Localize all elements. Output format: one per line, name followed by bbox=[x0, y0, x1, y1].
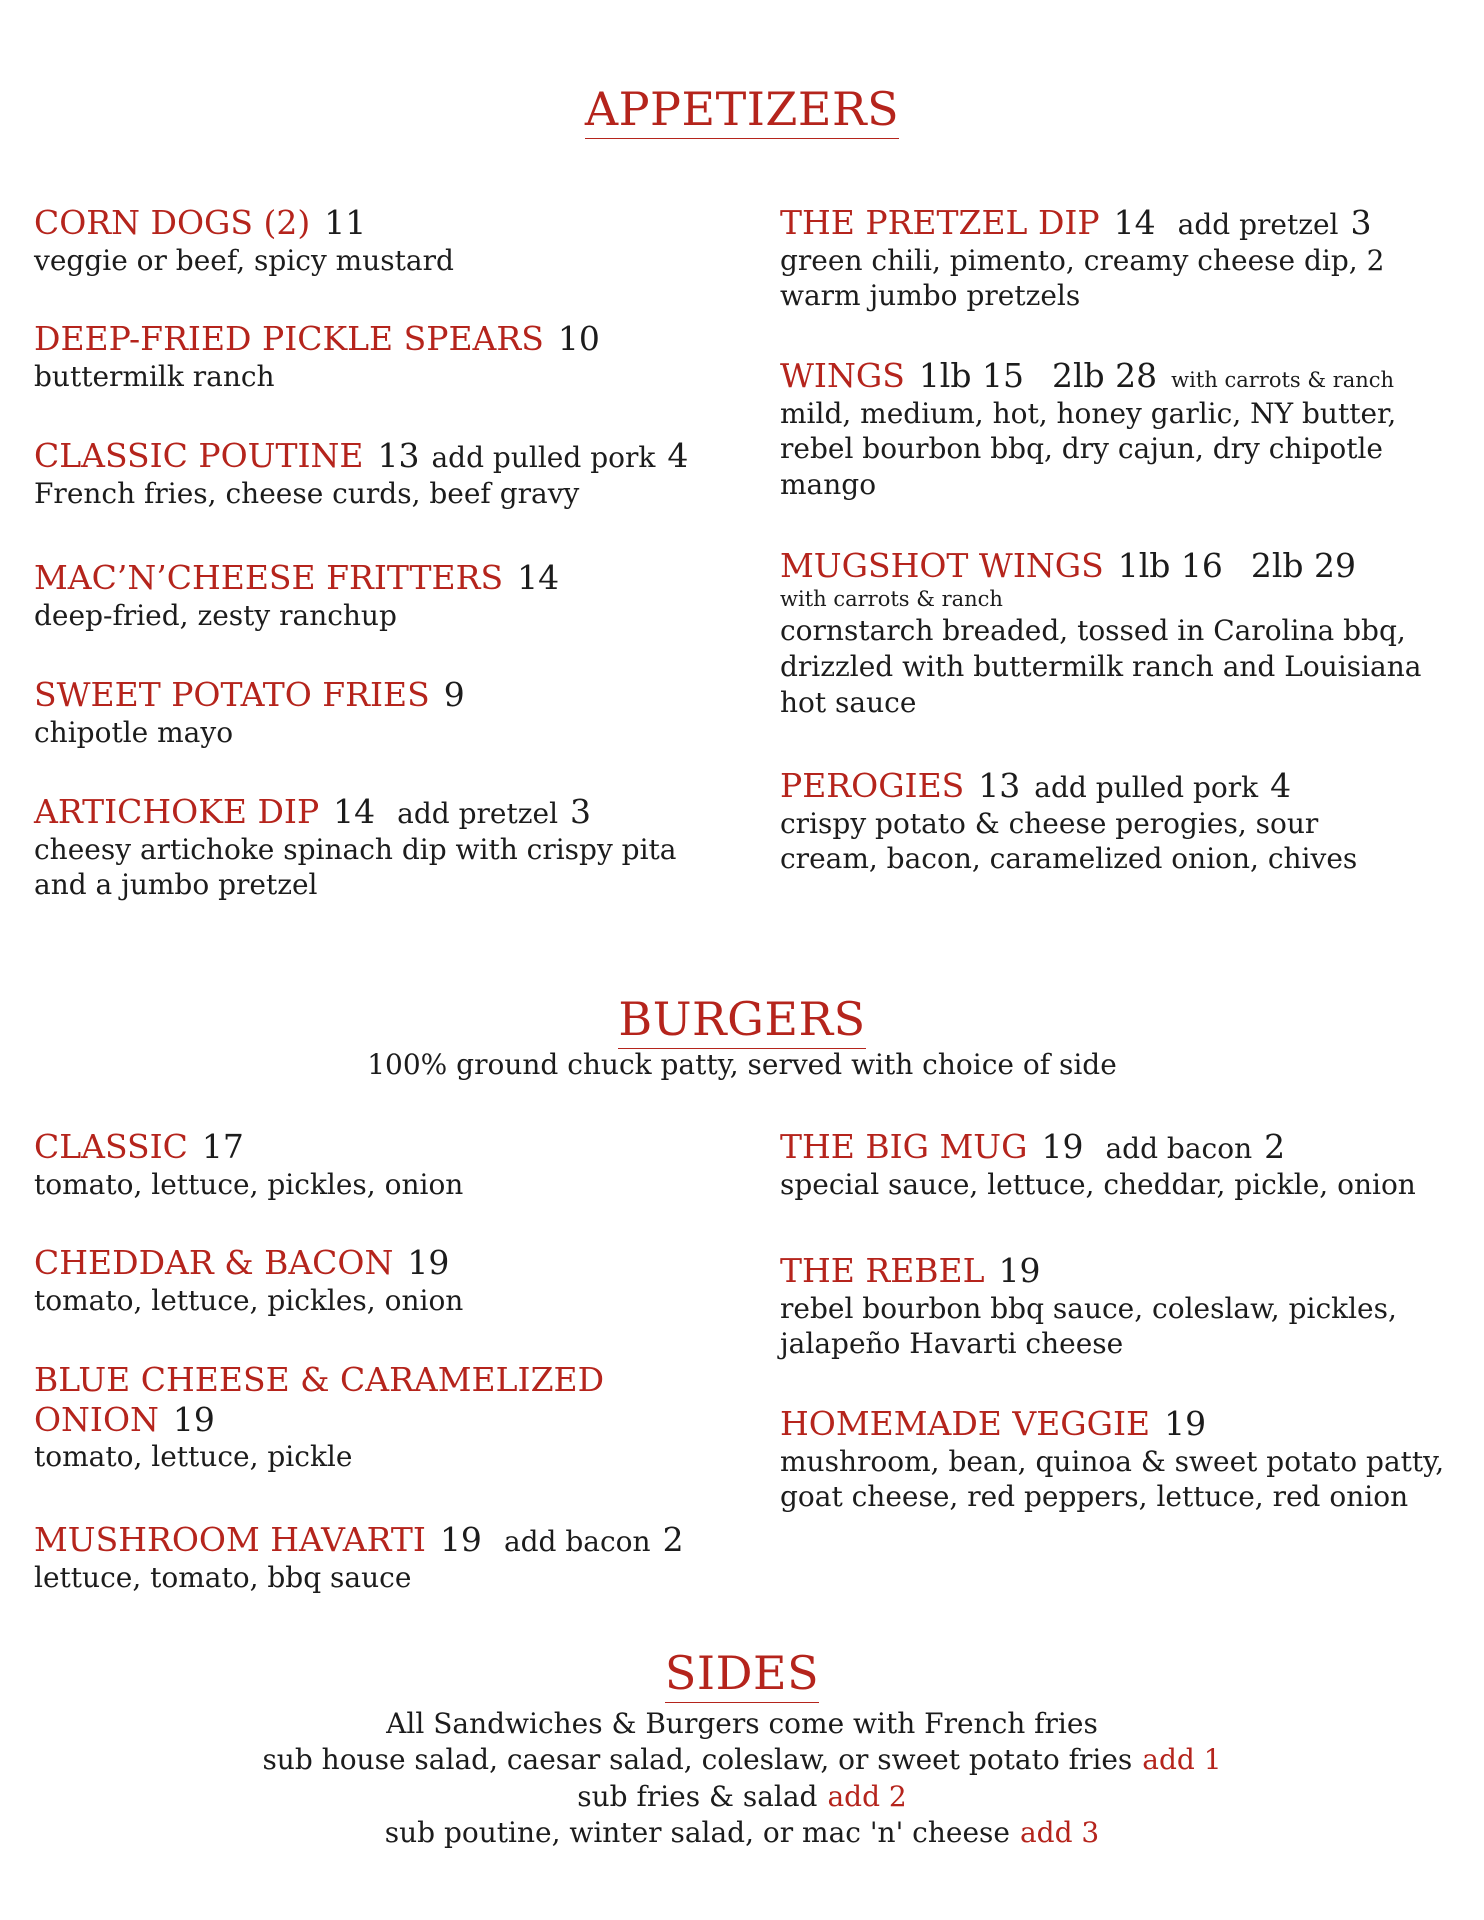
item-price: 13 bbox=[377, 436, 420, 475]
menu-item bbox=[34, 203, 774, 278]
sides-line: All Sandwiches & Burgers come with French fries bbox=[386, 1707, 1098, 1740]
item-name: CLASSIC POUTINE bbox=[34, 436, 364, 475]
item-name: THE PRETZEL DIP bbox=[780, 203, 1100, 242]
item-description: lettuce, tomato, bbq sauce bbox=[34, 1560, 412, 1594]
item-name: PEROGIES bbox=[780, 766, 965, 805]
item-description: cheesy artichoke spinach dip with crispy pita and a jumbo pretzel bbox=[34, 832, 677, 902]
sides-line bbox=[0, 1779, 1484, 1815]
appetizers-heading: APPETIZERS bbox=[0, 86, 1484, 132]
item-price-large: 2lb 28 bbox=[1051, 356, 1158, 395]
menu-item bbox=[34, 1127, 774, 1202]
menu-item bbox=[780, 1404, 1460, 1515]
menu-item bbox=[780, 1127, 1460, 1202]
item-addon-price: 4 bbox=[1270, 766, 1292, 805]
item-description: chipotle mayo bbox=[34, 715, 234, 749]
item-description: tomato, lettuce, pickles, onion bbox=[34, 1283, 464, 1317]
item-addon-price: 3 bbox=[1350, 203, 1372, 242]
menu-item bbox=[34, 319, 774, 394]
item-name: CHEDDAR & BACON bbox=[34, 1243, 394, 1282]
sides-option-text: sub fries & salad bbox=[577, 1779, 818, 1813]
menu-item bbox=[780, 356, 1460, 503]
item-price: 11 bbox=[324, 203, 367, 242]
item-description: mushroom, bean, quinoa & sweet potato patty, goat cheese, red peppers, lettuce, red onion bbox=[780, 1444, 1445, 1514]
item-addon-price: 4 bbox=[667, 436, 689, 475]
item-price: 14 bbox=[1113, 203, 1156, 242]
sides-add-price: add 3 bbox=[1019, 1816, 1100, 1850]
menu-item bbox=[780, 203, 1460, 314]
item-price: 19 bbox=[1041, 1127, 1084, 1166]
item-name: SWEET POTATO FRIES bbox=[34, 675, 430, 714]
item-name: MUGSHOT WINGS bbox=[780, 546, 1104, 585]
item-name: DEEP-FRIED PICKLE SPEARS bbox=[34, 319, 544, 358]
item-price: 14 bbox=[333, 792, 376, 831]
item-addon-label: add pretzel bbox=[397, 797, 559, 830]
item-name-continued: ONION bbox=[34, 1399, 159, 1439]
item-name: CORN DOGS (2) bbox=[34, 203, 311, 242]
item-name: MAC’N’CHEESE FRITTERS bbox=[34, 558, 504, 597]
item-price: 1lb 16 bbox=[1117, 546, 1223, 585]
item-description: cornstarch breaded, tossed in Carolina bbq, drizzled with buttermilk ranch and Louisiana hot sauce bbox=[780, 613, 1422, 719]
item-name: HOMEMADE VEGGIE bbox=[780, 1404, 1151, 1443]
sides-line bbox=[0, 1742, 1484, 1778]
item-name: ARTICHOKE DIP bbox=[34, 792, 320, 831]
item-description: tomato, lettuce, pickle bbox=[34, 1440, 353, 1474]
item-description: veggie or beef, spicy mustard bbox=[34, 243, 454, 277]
item-description: special sauce, lettuce, cheddar, pickle, onion bbox=[780, 1167, 1416, 1201]
item-note: with carrots & ranch bbox=[780, 586, 1003, 611]
item-note: with carrots & ranch bbox=[1171, 368, 1395, 392]
item-description: mild, medium, hot, honey garlic, NY butter, rebel bourbon bbq, dry cajun, dry chipotle mango bbox=[780, 396, 1397, 502]
menu-item bbox=[34, 1243, 774, 1318]
item-addon-price: 2 bbox=[1264, 1127, 1286, 1166]
sides-info bbox=[0, 1706, 1484, 1852]
sides-heading: SIDES bbox=[0, 1650, 1484, 1696]
item-price: 19 bbox=[439, 1520, 482, 1559]
burgers-subtitle: 100% ground chuck patty, served with choice of side bbox=[367, 1048, 1117, 1081]
item-addon-price: 3 bbox=[570, 792, 592, 831]
item-description: crispy potato & cheese perogies, sour cream, bacon, caramelized onion, chives bbox=[780, 806, 1358, 876]
item-name: WINGS bbox=[780, 356, 905, 395]
item-price: 19 bbox=[407, 1243, 450, 1282]
item-name: THE BIG MUG bbox=[780, 1127, 1028, 1166]
item-description: rebel bourbon bbq sauce, coleslaw, pickles, jalapeño Havarti cheese bbox=[780, 1291, 1397, 1361]
item-name: THE REBEL bbox=[780, 1251, 985, 1290]
sides-option-text: sub house salad, caesar salad, coleslaw, or sweet potato fries bbox=[262, 1743, 1133, 1777]
sides-add-price: add 2 bbox=[827, 1779, 907, 1813]
item-price: 19 bbox=[998, 1251, 1041, 1290]
menu-item bbox=[780, 1251, 1460, 1362]
menu-item bbox=[780, 546, 1460, 720]
item-addon-label: add bacon bbox=[503, 1525, 651, 1558]
item-description: tomato, lettuce, pickles, onion bbox=[34, 1167, 464, 1201]
item-price: 13 bbox=[978, 766, 1021, 805]
menu-item bbox=[34, 436, 774, 511]
burgers-heading: BURGERS bbox=[0, 996, 1484, 1042]
item-addon-label: add pretzel bbox=[1177, 208, 1339, 241]
item-description: deep-fried, zesty ranchup bbox=[34, 598, 397, 632]
item-price-large: 2lb 29 bbox=[1250, 546, 1357, 585]
menu-item bbox=[34, 675, 774, 750]
item-addon-label: add bacon bbox=[1105, 1132, 1253, 1165]
item-addon-label: add pulled pork bbox=[431, 441, 656, 474]
menu-item bbox=[34, 1360, 774, 1475]
menu-item bbox=[34, 792, 684, 903]
item-price: 17 bbox=[201, 1127, 244, 1166]
menu-item bbox=[34, 558, 774, 633]
item-price: 1lb 15 bbox=[918, 356, 1024, 395]
item-price: 19 bbox=[1164, 1404, 1207, 1443]
item-addon-price: 2 bbox=[662, 1520, 684, 1559]
item-name: CLASSIC bbox=[34, 1127, 188, 1166]
item-description: buttermilk ranch bbox=[34, 359, 275, 393]
item-price: 10 bbox=[557, 319, 600, 358]
item-name: BLUE CHEESE & CARAMELIZED bbox=[34, 1360, 605, 1399]
sides-line bbox=[0, 1815, 1484, 1851]
menu-item bbox=[780, 766, 1460, 877]
item-description: green chili, pimento, creamy cheese dip, 2 warm jumbo pretzels bbox=[780, 243, 1385, 313]
item-price: 9 bbox=[443, 675, 465, 714]
item-name: MUSHROOM HAVARTI bbox=[34, 1520, 426, 1559]
item-price: 14 bbox=[517, 558, 560, 597]
item-description: French fries, cheese curds, beef gravy bbox=[34, 476, 580, 510]
item-addon-label: add pulled pork bbox=[1034, 771, 1259, 804]
item-price: 19 bbox=[172, 1399, 215, 1439]
sides-option-text: sub poutine, winter salad, or mac 'n' cheese bbox=[384, 1816, 1010, 1850]
menu-item bbox=[34, 1520, 774, 1595]
sides-add-price: add 1 bbox=[1142, 1743, 1222, 1777]
